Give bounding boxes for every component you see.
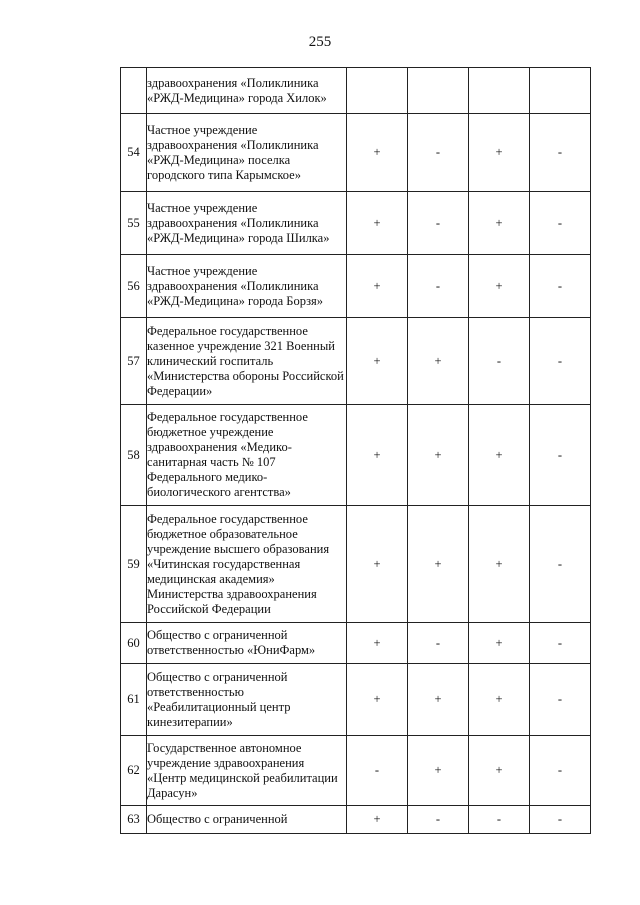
organization-name: Частное учреждение здравоохранения «Поликлиника «РЖД-Медицина» города Шилка» (147, 192, 347, 255)
table-row (121, 114, 591, 192)
mark-cell-4: - (530, 506, 591, 623)
organization-name: Частное учреждение здравоохранения «Поликлиника «РЖД-Медицина» поселка городского типа Карымское» (147, 114, 347, 192)
row-number: 62 (121, 736, 147, 806)
organization-name: Федеральное государственное бюджетное учреждение здравоохранения «Медико-санитарная часть № 107 Федерального медико-биологического агентства» (147, 405, 347, 506)
row-number: 61 (121, 664, 147, 736)
row-number: 57 (121, 318, 147, 405)
row-number: 56 (121, 255, 147, 318)
table-row (121, 736, 591, 806)
row-number: 60 (121, 623, 147, 664)
mark-cell-4: - (530, 114, 591, 192)
mark-cell-4: - (530, 318, 591, 405)
mark-cell-2: - (408, 806, 469, 834)
mark-cell-3: - (469, 806, 530, 834)
organization-name: Государственное автономное учреждение здравоохранения «Центр медицинской реабилитации Дарасун» (147, 736, 347, 806)
page-number: 255 (308, 34, 332, 50)
mark-cell-3: + (469, 506, 530, 623)
mark-cell-1: + (347, 506, 408, 623)
mark-cell-2: + (408, 736, 469, 806)
table-row (121, 664, 591, 736)
mark-cell-3 (469, 68, 530, 114)
mark-cell-2: - (408, 255, 469, 318)
registry-table (120, 67, 591, 834)
table-row (121, 506, 591, 623)
mark-cell-3: + (469, 114, 530, 192)
mark-cell-4: - (530, 255, 591, 318)
organization-name: Общество с ограниченной ответственностью «Реабилитационный центр кинезитерапии» (147, 664, 347, 736)
mark-cell-3: + (469, 255, 530, 318)
mark-cell-1: + (347, 806, 408, 834)
mark-cell-1: + (347, 192, 408, 255)
mark-cell-4: - (530, 736, 591, 806)
mark-cell-2: + (408, 405, 469, 506)
mark-cell-2: - (408, 114, 469, 192)
mark-cell-1: + (347, 255, 408, 318)
mark-cell-1: + (347, 664, 408, 736)
organization-name: Общество с ограниченной ответственностью «ЮниФарм» (147, 623, 347, 664)
mark-cell-3: + (469, 623, 530, 664)
row-number: 59 (121, 506, 147, 623)
mark-cell-4 (530, 68, 591, 114)
mark-cell-4: - (530, 405, 591, 506)
mark-cell-4: - (530, 623, 591, 664)
table-row (121, 255, 591, 318)
mark-cell-2: - (408, 192, 469, 255)
table-row (121, 623, 591, 664)
table-row (121, 405, 591, 506)
registry-table-body (121, 68, 591, 834)
mark-cell-1: + (347, 405, 408, 506)
mark-cell-3: - (469, 318, 530, 405)
organization-name: Федеральное государственное казенное учреждение 321 Военный клинический госпиталь «Министерства обороны Российской Федерации» (147, 318, 347, 405)
row-number: 63 (121, 806, 147, 834)
mark-cell-1: + (347, 623, 408, 664)
mark-cell-2: + (408, 506, 469, 623)
mark-cell-1: + (347, 114, 408, 192)
mark-cell-3: + (469, 405, 530, 506)
row-number (121, 68, 147, 114)
organization-name: Общество с ограниченной (147, 806, 347, 834)
row-number: 55 (121, 192, 147, 255)
row-number: 54 (121, 114, 147, 192)
mark-cell-1: + (347, 318, 408, 405)
mark-cell-3: + (469, 736, 530, 806)
mark-cell-2: + (408, 664, 469, 736)
mark-cell-2: + (408, 318, 469, 405)
mark-cell-4: - (530, 806, 591, 834)
table-row (121, 806, 591, 834)
organization-name: Частное учреждение здравоохранения «Поликлиника «РЖД-Медицина» города Борзя» (147, 255, 347, 318)
row-number: 58 (121, 405, 147, 506)
mark-cell-4: - (530, 192, 591, 255)
mark-cell-2 (408, 68, 469, 114)
table-row (121, 68, 591, 114)
organization-name: Федеральное государственное бюджетное образовательное учреждение высшего образования «Читинская государственная медицинская академия» Министерства здравоохранения Российской Федерации (147, 506, 347, 623)
mark-cell-4: - (530, 664, 591, 736)
table-row (121, 318, 591, 405)
mark-cell-1 (347, 68, 408, 114)
organization-name: здравоохранения «Поликлиника «РЖД-Медицина» города Хилок» (147, 68, 347, 114)
mark-cell-3: + (469, 664, 530, 736)
mark-cell-3: + (469, 192, 530, 255)
mark-cell-1: - (347, 736, 408, 806)
mark-cell-2: - (408, 623, 469, 664)
table-row (121, 192, 591, 255)
